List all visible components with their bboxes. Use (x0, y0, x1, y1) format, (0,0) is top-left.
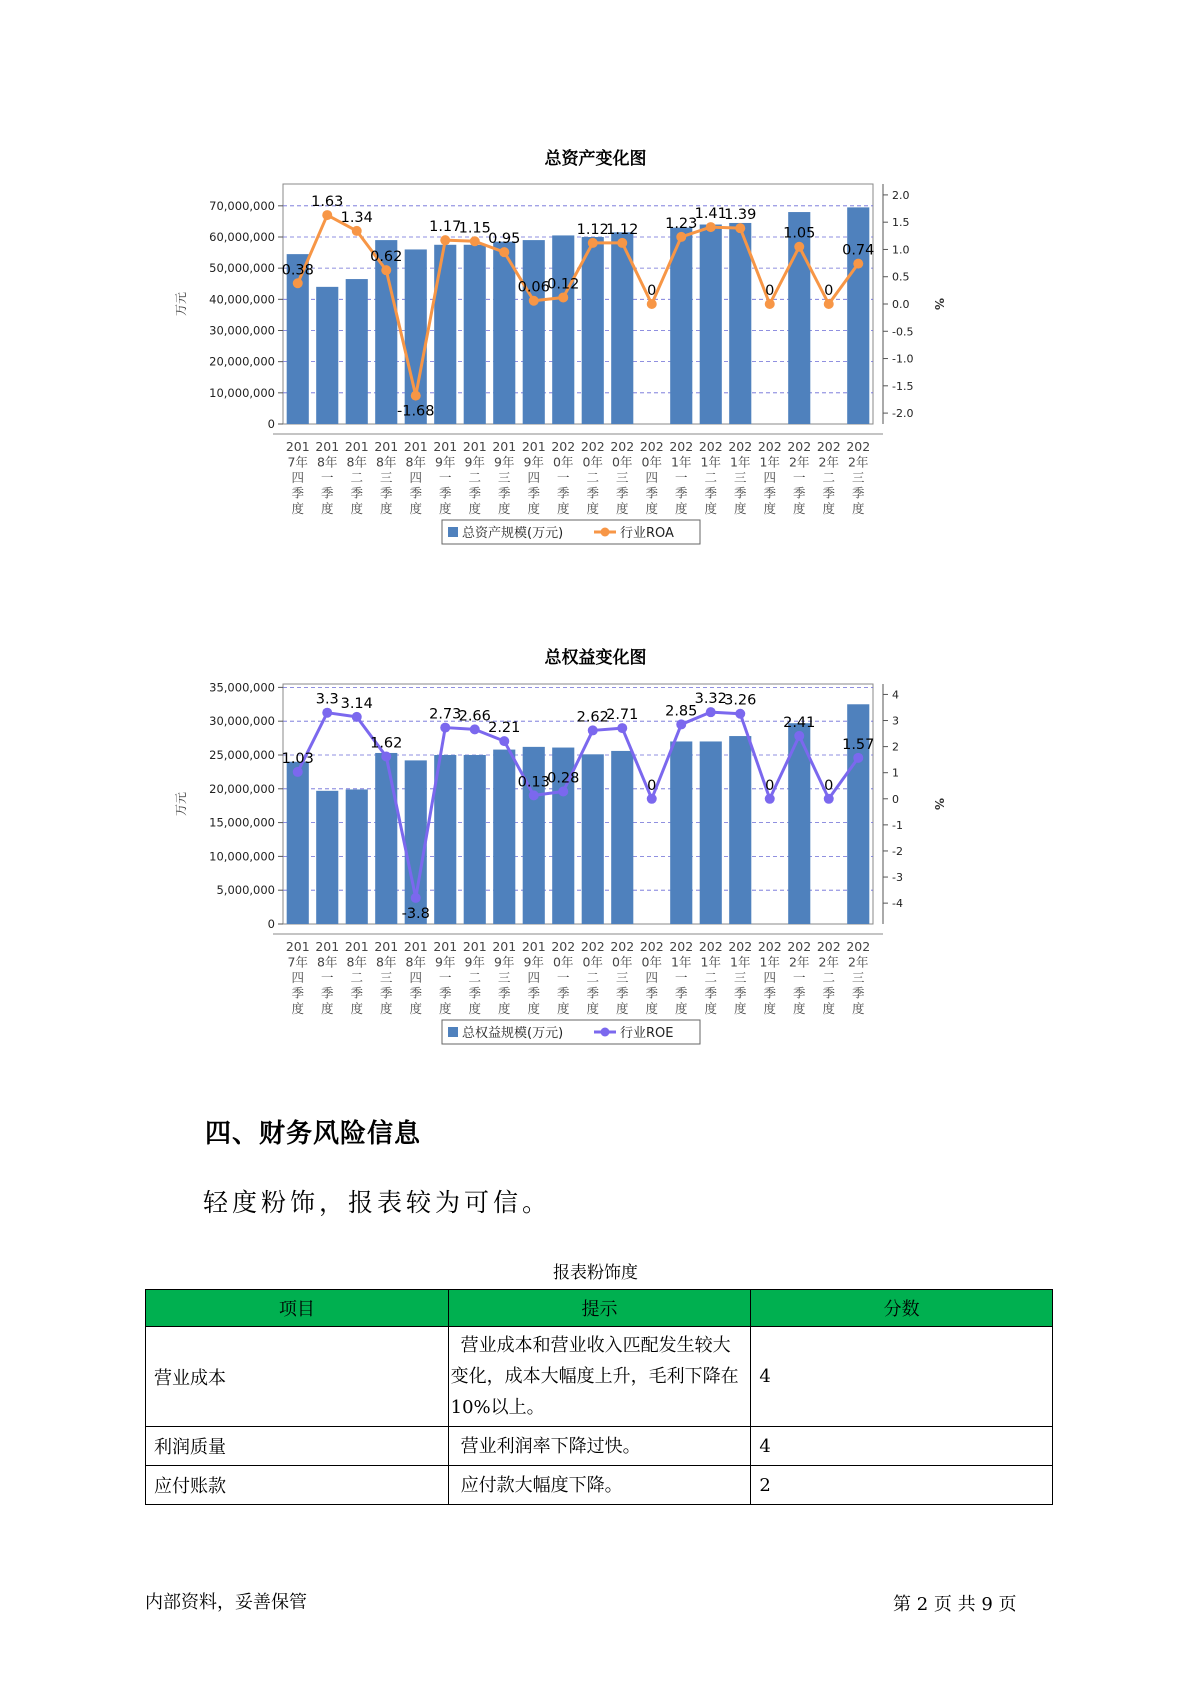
y2-tick-label: -2.0 (892, 407, 914, 421)
x-tick-label: 202 1年三季度 (728, 439, 753, 516)
line-point (765, 299, 775, 309)
bar (493, 750, 515, 924)
data-label: 1.15 (458, 220, 491, 237)
y-tick-label: 20,000,000 (209, 354, 275, 369)
y2-tick-label: 0 (892, 792, 899, 806)
legend-bar-label: 总权益规模(万元) (462, 1026, 564, 1041)
line-point (499, 736, 509, 746)
line-point (411, 893, 421, 903)
table-caption: 报表粉饰度 (553, 1263, 638, 1283)
data-label: 0.13 (517, 774, 550, 791)
x-tick-label: 202 1年一季度 (669, 939, 694, 1016)
x-tick-label: 201 9年四季度 (521, 439, 546, 516)
x-tick-label: 202 1年二季度 (698, 439, 723, 516)
cell-item: 营业成本 (146, 1327, 449, 1427)
x-tick-label: 202 0年三季度 (610, 439, 635, 516)
line-point (824, 794, 834, 804)
data-label: 1.62 (370, 735, 403, 752)
x-tick-label: 202 2年一季度 (787, 439, 812, 516)
data-label: 0 (647, 777, 657, 794)
y-axis-title: 万元 (174, 291, 188, 317)
y2-tick-label: -1.0 (892, 352, 914, 366)
line-point (765, 794, 775, 804)
line-point (293, 767, 303, 777)
line-point (322, 210, 332, 220)
x-tick-label: 202 2年三季度 (846, 439, 871, 516)
legend-line-label: 行业ROA (620, 526, 674, 541)
line-point (706, 707, 716, 717)
data-label: 0 (647, 283, 657, 299)
cell-item: 利润质量 (146, 1427, 449, 1466)
y-tick-label: 50,000,000 (209, 261, 275, 276)
bar (493, 242, 515, 424)
data-label: 0.62 (370, 249, 403, 266)
data-label: 1.41 (694, 206, 727, 223)
bar (611, 751, 633, 924)
header-score: 分数 (751, 1290, 1053, 1327)
x-tick-label: 202 1年三季度 (728, 939, 753, 1016)
line-point (293, 278, 303, 288)
data-label: 1.12 (576, 221, 609, 238)
line-point (588, 238, 598, 248)
data-label: 0.28 (547, 770, 580, 787)
equity-chart (160, 672, 1030, 1112)
x-tick-label: 201 9年四季度 (521, 939, 546, 1016)
line-point (440, 723, 450, 733)
y2-tick-label: -1.5 (892, 379, 914, 393)
y-tick-label: 60,000,000 (209, 229, 275, 244)
x-tick-label: 202 1年四季度 (757, 939, 782, 1016)
x-tick-label: 201 8年四季度 (403, 939, 428, 1016)
x-tick-label: 202 2年二季度 (816, 939, 841, 1016)
y2-tick-label: 2 (892, 740, 899, 754)
x-tick-label: 201 7年四季度 (285, 939, 310, 1016)
data-label: 3.14 (340, 695, 373, 712)
x-tick-label: 201 8年二季度 (344, 939, 369, 1016)
y2-tick-label: 4 (892, 688, 899, 702)
data-label: 2.85 (665, 703, 698, 720)
line-point (794, 731, 804, 741)
x-tick-label: 201 9年三季度 (492, 439, 517, 516)
risk-table (145, 1289, 1053, 1505)
line-point (411, 391, 421, 401)
line-point (470, 236, 480, 246)
y-tick-label: 10,000,000 (209, 385, 275, 400)
line-point (735, 223, 745, 233)
bar (346, 279, 368, 424)
x-tick-label: 201 9年二季度 (462, 439, 487, 516)
y-tick-label: 0 (267, 417, 275, 431)
x-tick-label: 201 8年三季度 (374, 439, 399, 516)
data-label: 2.71 (606, 707, 639, 724)
bar (729, 223, 751, 424)
y-tick-label: 30,000,000 (209, 714, 275, 729)
x-tick-label: 202 1年一季度 (669, 439, 694, 516)
y-tick-label: 20,000,000 (209, 781, 275, 796)
y-tick-label: 25,000,000 (209, 747, 275, 762)
legend-line-marker (601, 1028, 610, 1037)
x-tick-label: 201 7年四季度 (285, 439, 310, 516)
x-tick-label: 201 8年二季度 (344, 439, 369, 516)
y2-tick-label: 3 (892, 714, 899, 728)
data-label: 0.12 (547, 276, 580, 293)
cell-score: 2 (751, 1466, 1053, 1505)
x-tick-label: 201 8年一季度 (315, 939, 340, 1016)
bar (670, 741, 692, 924)
x-tick-label: 202 0年三季度 (610, 939, 635, 1016)
header-hint: 提示 (448, 1290, 751, 1327)
bar (523, 240, 545, 424)
cell-hint: 营业利润率下降过快。 (448, 1427, 751, 1466)
legend-bar-swatch (448, 527, 458, 537)
data-label: 1.03 (281, 750, 314, 767)
risk-summary-text: 轻度粉饰，报表较为可信。 (203, 1188, 552, 1217)
section-heading: 四、财务风险信息 (205, 1119, 422, 1149)
data-label: 1.17 (429, 219, 462, 236)
y-tick-label: 15,000,000 (209, 815, 275, 830)
y-tick-label: 0 (267, 917, 275, 931)
y-tick-label: 35,000,000 (209, 680, 275, 695)
data-label: 3.32 (694, 691, 727, 708)
y-tick-label: 10,000,000 (209, 849, 275, 864)
line-point (529, 296, 539, 306)
bar (434, 245, 456, 424)
data-label: 0.38 (281, 262, 314, 279)
y2-tick-label: -3 (892, 871, 903, 885)
y-tick-label: 40,000,000 (209, 292, 275, 307)
line-point (322, 708, 332, 718)
assets-chart-title: 总资产变化图 (544, 149, 647, 169)
x-tick-label: 202 1年二季度 (698, 939, 723, 1016)
line-point (352, 712, 362, 722)
y2-tick-label: 2.0 (892, 188, 910, 202)
line-point (853, 259, 863, 269)
data-label: 2.21 (488, 720, 521, 737)
y2-tick-label: -1 (892, 818, 903, 832)
bar (346, 789, 368, 924)
data-label: 1.12 (606, 221, 639, 238)
line-point (470, 724, 480, 734)
data-label: 1.63 (311, 194, 344, 211)
bar (700, 741, 722, 924)
x-tick-label: 202 2年二季度 (816, 439, 841, 516)
y2-tick-label: 1.0 (892, 243, 910, 257)
line-point (381, 752, 391, 762)
cell-hint: 应付款大幅度下降。 (448, 1466, 751, 1505)
y-tick-label: 5,000,000 (216, 883, 275, 898)
cell-score: 4 (751, 1427, 1053, 1466)
data-label: 2.73 (429, 706, 462, 723)
line-point (824, 299, 834, 309)
line-point (617, 723, 627, 733)
data-label: -1.68 (396, 403, 435, 420)
footer-page-number: 第 2 页 共 9 页 (893, 1594, 1017, 1615)
bar (582, 754, 604, 924)
data-label: -3.8 (401, 905, 430, 922)
y2-axis-title: % (932, 297, 946, 311)
data-label: 0.74 (842, 242, 875, 259)
table-row (146, 1466, 1053, 1505)
line-point (676, 232, 686, 242)
bar (464, 245, 486, 424)
legend-bar-swatch (448, 1027, 458, 1037)
legend-line-marker (601, 528, 610, 537)
x-tick-label: 201 9年三季度 (492, 939, 517, 1016)
x-tick-label: 201 8年三季度 (374, 939, 399, 1016)
line-point (647, 794, 657, 804)
y2-tick-label: 0.5 (892, 270, 910, 284)
data-label: 1.57 (842, 736, 875, 753)
bar (700, 225, 722, 424)
x-tick-label: 202 0年二季度 (580, 939, 605, 1016)
bar (316, 791, 338, 924)
line-point (352, 226, 362, 236)
bar (316, 287, 338, 424)
line-point (647, 299, 657, 309)
x-tick-label: 202 0年四季度 (639, 439, 664, 516)
cell-hint: 营业成本和营业收入匹配发生较大变化，成本大幅度上升，毛利下降在10%以上。 (448, 1327, 751, 1427)
data-label: 1.39 (724, 207, 757, 224)
x-tick-label: 201 8年一季度 (315, 439, 340, 516)
x-tick-label: 201 9年一季度 (433, 439, 458, 516)
x-tick-label: 201 9年二季度 (462, 939, 487, 1016)
x-tick-label: 202 0年一季度 (551, 939, 576, 1016)
data-label: 3.3 (315, 691, 339, 708)
y2-tick-label: -2 (892, 844, 903, 858)
x-tick-label: 202 1年四季度 (757, 439, 782, 516)
legend-bar-label: 总资产规模(万元) (462, 526, 564, 541)
line-point (676, 719, 686, 729)
data-label: 0.06 (517, 279, 550, 296)
line-point (794, 242, 804, 252)
data-label: 2.41 (783, 714, 816, 731)
y-tick-label: 30,000,000 (209, 323, 275, 338)
legend-line-label: 行业ROE (620, 1026, 674, 1041)
bar (375, 753, 397, 924)
data-label: 2.66 (458, 708, 491, 725)
line-point (381, 265, 391, 275)
line-point (499, 247, 509, 257)
table-row (146, 1427, 1053, 1466)
data-label: 1.05 (783, 225, 816, 242)
x-tick-label: 202 0年四季度 (639, 939, 664, 1016)
x-tick-label: 202 0年一季度 (551, 439, 576, 516)
x-tick-label: 201 9年一季度 (433, 939, 458, 1016)
cell-score: 4 (751, 1327, 1053, 1427)
assets-chart (160, 172, 1030, 612)
bar (582, 237, 604, 424)
x-tick-label: 201 8年四季度 (403, 439, 428, 516)
data-label: 1.34 (340, 209, 373, 226)
bar (287, 762, 309, 924)
data-label: 1.23 (665, 215, 698, 232)
data-label: 2.62 (576, 709, 609, 726)
y2-tick-label: 1.5 (892, 216, 910, 230)
data-label: 0 (765, 283, 775, 299)
table-header-row (146, 1290, 1053, 1327)
line-point (440, 235, 450, 245)
line-point (529, 790, 539, 800)
bar (847, 207, 869, 424)
data-label: 0.95 (488, 231, 521, 248)
line-point (853, 753, 863, 763)
y2-tick-label: -0.5 (892, 325, 914, 339)
bar (552, 235, 574, 424)
line-point (558, 292, 568, 302)
x-tick-label: 202 2年一季度 (787, 939, 812, 1016)
line-point (617, 238, 627, 248)
equity-chart-title: 总权益变化图 (544, 648, 647, 668)
line-point (588, 725, 598, 735)
y-tick-label: 70,000,000 (209, 198, 275, 213)
y2-axis-title: % (932, 797, 946, 811)
y2-tick-label: 1 (892, 766, 899, 780)
table-row (146, 1327, 1053, 1427)
data-label: 0 (765, 777, 775, 794)
line-point (706, 222, 716, 232)
bar (464, 755, 486, 924)
y2-tick-label: 0.0 (892, 298, 910, 311)
line-point (735, 709, 745, 719)
line-point (558, 786, 568, 796)
data-label: 3.26 (724, 692, 757, 709)
x-tick-label: 202 0年二季度 (580, 439, 605, 516)
y2-tick-label: -4 (892, 897, 903, 911)
footer-confidential: 内部资料，妥善保管 (145, 1592, 307, 1613)
cell-item: 应付账款 (146, 1466, 449, 1505)
data-label: 0 (824, 777, 834, 794)
x-tick-label: 202 2年三季度 (846, 939, 871, 1016)
bar (729, 736, 751, 924)
header-item: 项目 (146, 1290, 449, 1327)
y-axis-title: 万元 (174, 791, 188, 817)
data-label: 0 (824, 283, 834, 299)
